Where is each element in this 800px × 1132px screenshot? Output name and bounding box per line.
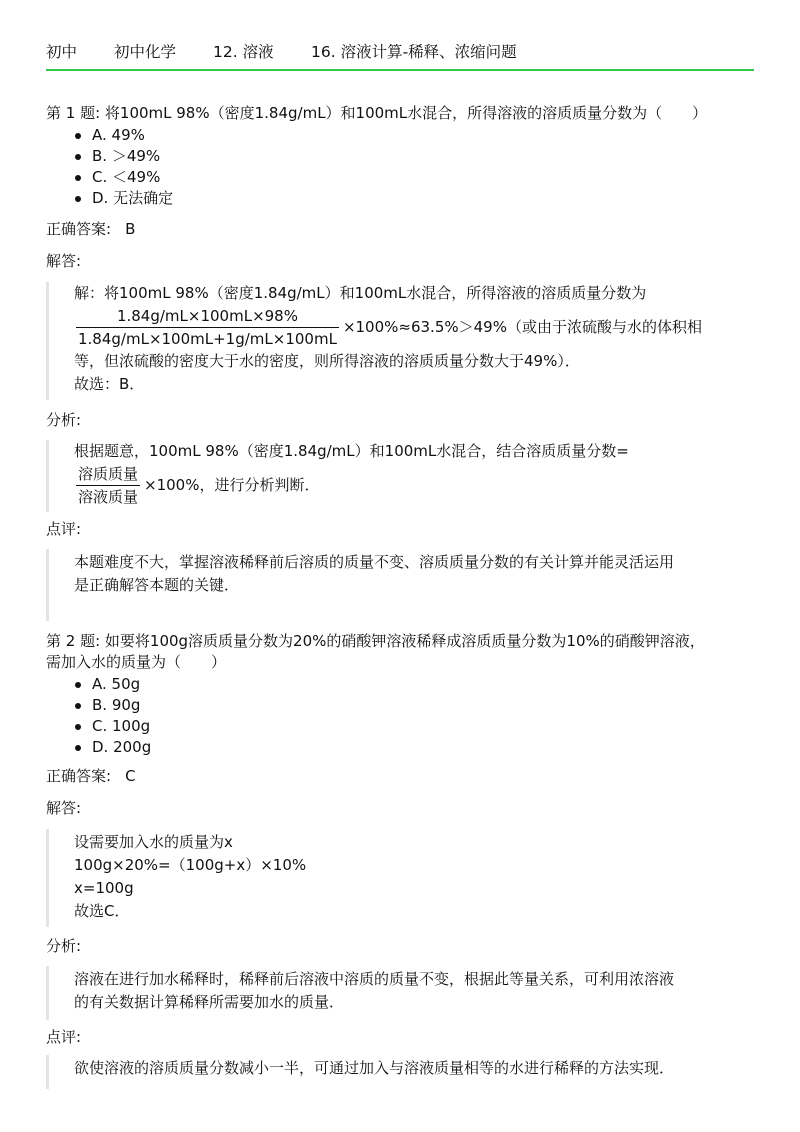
question-stem: 第 2 题: 如要将100g溶质质量分数为20%的硝酸钾溶液稀释成溶质质量分数为10%的硝酸钾溶液， xyxy=(46,632,705,650)
analysis-line: 的有关数据计算稀释所需要加水的质量． xyxy=(74,993,345,1011)
breadcrumb-item-chapter[interactable]: 12. 溶液 xyxy=(213,43,274,61)
solution-block xyxy=(46,829,754,927)
fraction-denominator: 溶液质量 xyxy=(78,488,139,506)
answer-row xyxy=(46,219,135,240)
comment-line: 是正确解答本题的关键． xyxy=(74,576,240,594)
comment-block xyxy=(46,1055,754,1089)
option-d: D. 无法确定 xyxy=(46,188,746,209)
comment-label: 点评: xyxy=(46,1028,82,1046)
fraction-numerator: 1.84g/mL×100mL×98% xyxy=(76,305,339,328)
option-d: D. 200g xyxy=(46,737,754,758)
question-stem-continued: 需加入水的质量为（ ） xyxy=(46,653,227,671)
solution-choice: 故选：B． xyxy=(74,375,145,393)
breadcrumb-item-subject[interactable]: 初中化学 xyxy=(114,43,177,61)
option-list xyxy=(46,125,746,209)
solution-label: 解答: xyxy=(46,799,82,817)
answer-value: C xyxy=(125,767,136,785)
option-b: B. 90g xyxy=(46,695,754,716)
option-a: A. 50g xyxy=(46,674,754,695)
solution-line: 解：将100mL 98%（密度1.84g/mL）和100mL水混合，所得溶液的溶质质量分数为 xyxy=(74,284,647,302)
breadcrumb xyxy=(46,40,517,62)
comment-line: 欲使溶液的溶质质量分数减小一半，可通过加入与溶液质量相等的水进行稀释的方法实现． xyxy=(74,1059,675,1077)
comment-line: 本题难度不大，掌握溶液稀释前后溶质的质量不变、溶质质量分数的有关计算并能灵活运用 xyxy=(74,553,675,571)
comment-block xyxy=(46,549,754,621)
fraction-denominator: 1.84g/mL×100mL+1g/mL×100mL xyxy=(78,330,337,348)
question-1 xyxy=(46,103,746,209)
fraction-numerator: 溶质质量 xyxy=(76,463,140,486)
solution-label: 解答: xyxy=(46,252,82,270)
analysis-block xyxy=(46,440,754,512)
analysis-formula-tail: ×100%，进行分析判断． xyxy=(144,476,320,494)
answer-value: B xyxy=(125,220,136,238)
analysis-block xyxy=(46,966,754,1020)
analysis-formula-line xyxy=(72,463,754,508)
analysis-line: 溶液在进行加水稀释时，稀释前后溶液中溶质的质量不变，根据此等量关系，可利用浓溶液 xyxy=(74,970,675,988)
solution-line: 等，但浓硫酸的密度大于水的密度，则所得溶液的溶质质量分数大于49%）． xyxy=(74,352,580,370)
answer-row xyxy=(46,766,136,787)
option-list xyxy=(46,674,754,758)
solution-formula-line xyxy=(72,305,754,350)
option-b: B. ＞49% xyxy=(46,146,746,167)
solution-line: x=100g xyxy=(74,879,134,897)
fraction xyxy=(76,463,140,508)
breadcrumb-item-topic[interactable]: 16. 溶液计算-稀释、浓缩问题 xyxy=(311,43,517,61)
question-2 xyxy=(46,631,754,758)
analysis-line: 根据题意，100mL 98%（密度1.84g/mL）和100mL水混合，结合溶质质量分数= xyxy=(74,442,629,460)
analysis-label: 分析: xyxy=(46,937,82,955)
fraction xyxy=(76,305,339,350)
solution-line: 设需要加入水的质量为x xyxy=(74,833,233,851)
option-a: A. 49% xyxy=(46,125,746,146)
question-stem: 第 1 题: 将100mL 98%（密度1.84g/mL）和100mL水混合，所得溶液的溶质质量分数为（ ） xyxy=(46,104,708,122)
option-c: C. 100g xyxy=(46,716,754,737)
solution-choice: 故选C． xyxy=(74,902,130,920)
breadcrumb-item-level[interactable]: 初中 xyxy=(46,43,78,61)
solution-block xyxy=(46,282,754,400)
solution-formula-result: ×100%≈63.5%＞49%（或由于浓硫酸与水的体积相 xyxy=(342,318,702,336)
answer-label: 正确答案: xyxy=(46,220,112,238)
answer-label: 正确答案: xyxy=(46,767,112,785)
analysis-label: 分析: xyxy=(46,411,82,429)
header-divider xyxy=(46,69,754,71)
solution-line: 100g×20%=（100g+x）×10% xyxy=(74,856,307,874)
option-c: C. ＜49% xyxy=(46,167,746,188)
comment-label: 点评: xyxy=(46,520,82,538)
